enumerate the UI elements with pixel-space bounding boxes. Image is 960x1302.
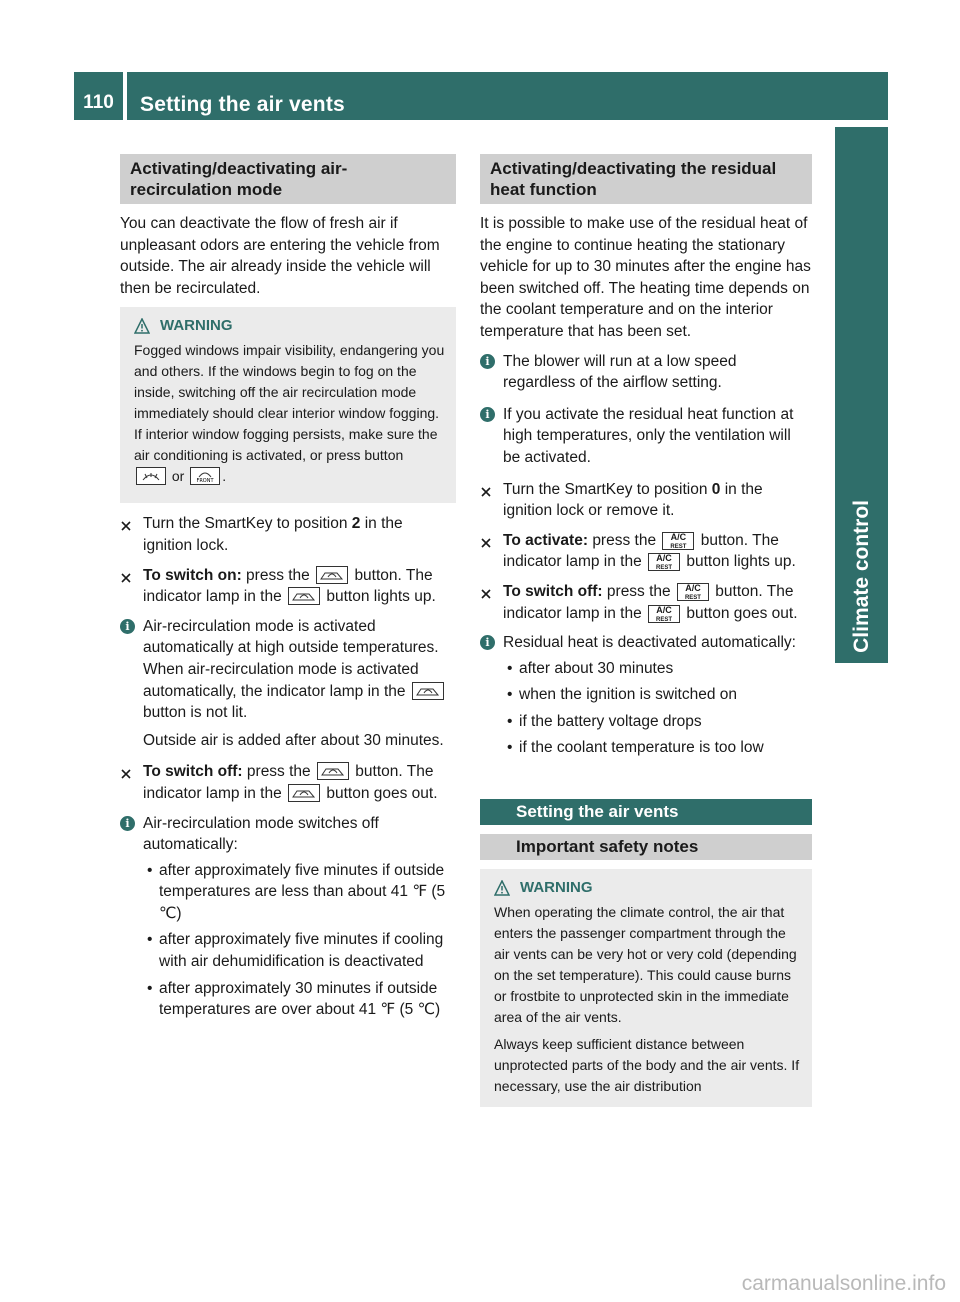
list-item <box>503 684 812 706</box>
step-arrow-icon <box>480 483 492 495</box>
info-residual-deactivated <box>480 632 812 759</box>
warning-triangle-icon <box>134 318 150 334</box>
step-text: press the <box>246 763 311 781</box>
list-item-text: if the battery voltage drops <box>519 712 702 730</box>
step-arrow-icon <box>120 517 132 529</box>
step-text: button. <box>700 531 749 549</box>
warning-box <box>120 307 456 503</box>
warning-body: Fogged windows impair visibility, endangering you and others. If the windows begin to fog on the inside, switching off the air recirculation mode immediately should clear interior window fogging. If interior window fogging persists, make sure the air conditioning is activated, or press button <box>134 342 445 464</box>
bullet: • <box>147 861 153 879</box>
list-item-text: after approximately 30 minutes if outside temperatures are over about 41 ℉ (5 ℃) <box>159 979 441 1019</box>
page-number: 110 <box>83 92 114 113</box>
list-item-text: when the ignition is switched on <box>519 686 737 704</box>
info-icon: i <box>120 619 135 634</box>
list-item-text: after approximately five minutes if cooling with air dehumidification is deactivated <box>159 931 444 971</box>
deactivation-conditions-list <box>503 658 812 759</box>
step-text: The indicator lamp in the <box>503 531 779 571</box>
info-text: Air-recirculation mode is activated automatically at high outside temperatures. When air-recirculation mode is activated automatically, the indicator lamp in the <box>143 617 439 700</box>
info-text: Residual heat is deactivated automatically: <box>503 634 796 652</box>
warning-box <box>480 869 812 1107</box>
page-title: Setting the air vents <box>140 93 345 116</box>
info-text: Outside air is added after about 30 minutes. <box>143 731 444 749</box>
right-column <box>480 154 812 1117</box>
step-text: button goes out. <box>686 604 798 622</box>
ac-rest-button-icon <box>648 553 680 571</box>
watermark: carmanualsonline.info <box>741 1272 946 1295</box>
step-text: Turn the SmartKey to position <box>143 515 348 533</box>
switch-off-conditions-list <box>143 860 456 1021</box>
recirculation-button-icon <box>317 762 349 780</box>
defrost-button-icon <box>136 467 166 485</box>
list-item <box>143 860 456 925</box>
step-arrow-icon <box>480 534 492 546</box>
rest-label: REST <box>656 565 673 572</box>
step-label: To activate: <box>503 531 588 549</box>
info-icon: i <box>480 635 495 650</box>
section-heading: Setting the air vents <box>480 799 812 825</box>
info-auto-switch-off <box>120 813 456 1021</box>
chapter-label: Climate control <box>850 500 873 653</box>
recirculation-button-icon <box>288 587 320 605</box>
step-smartkey-position-0 <box>480 479 812 522</box>
info-high-temp <box>480 404 812 469</box>
list-item-text: after approximately five minutes if outside temperatures are less than about 41 ℉ (5 ℃) <box>159 861 446 922</box>
step-arrow-icon <box>480 585 492 597</box>
step-arrow-icon <box>120 765 132 777</box>
chapter-side-tab <box>835 127 888 663</box>
step-text: press the <box>606 582 671 600</box>
info-icon: i <box>480 354 495 369</box>
rest-label: REST <box>656 616 673 623</box>
step-text: button goes out. <box>326 784 438 802</box>
list-item <box>503 711 812 733</box>
rest-label: REST <box>670 543 687 550</box>
warning-title <box>134 315 446 336</box>
subsection-heading: Important safety notes <box>480 834 812 860</box>
warning-or: or <box>171 468 185 485</box>
list-item <box>143 929 456 972</box>
info-text: The blower will run at a low speed regardless of the airflow setting. <box>503 352 737 392</box>
left-column <box>120 154 456 1031</box>
recirculation-button-icon <box>412 682 444 700</box>
ac-rest-button-icon <box>648 605 680 623</box>
list-item <box>503 658 812 680</box>
step-value: 2 <box>351 515 361 533</box>
step-text: press the <box>246 566 310 584</box>
step-text: in the ignition lock or remove it. <box>503 480 763 520</box>
residual-heat-intro: It is possible to make use of the residual heat of the engine to continue heating the stationary vehicle for up to 30 minutes after the engine has been switched off. The heating time depends on the coolant temperature and on the interior temperature that has been set. <box>480 215 811 340</box>
info-icon: i <box>120 816 135 831</box>
warning-title-text: WARNING <box>520 879 593 897</box>
warning-text: When operating the climate control, the air that enters the passenger compartment through the air vents can be very hot or very cold (depending on the set temperature). This could cause burns or frostbite to unprotected skin in the immediate area of the air vents. <box>494 904 797 1026</box>
front-label: FRONT <box>196 478 214 485</box>
bullet: • <box>147 979 153 997</box>
step-text: button lights up. <box>686 553 796 571</box>
recirculation-button-icon <box>288 784 320 802</box>
step-switch-off <box>120 761 456 804</box>
air-recirculation-intro: You can deactivate the flow of fresh air if unpleasant odors are entering the vehicle from outside. The air already inside the vehicle will then be recirculated. <box>120 215 440 297</box>
step-text: press the <box>592 531 657 549</box>
warning-end: . <box>222 468 227 485</box>
front-defrost-button-icon <box>190 467 220 485</box>
step-text: The indicator lamp in the <box>503 582 794 622</box>
ac-label: A/C <box>685 582 701 593</box>
step-smartkey-position-2 <box>120 513 456 556</box>
bullet: • <box>507 686 513 704</box>
bullet: • <box>507 659 513 677</box>
info-text: button is not lit. <box>143 704 248 722</box>
warning-title-text: WARNING <box>160 317 233 335</box>
ac-label: A/C <box>656 604 672 615</box>
step-label: To switch on: <box>143 566 242 584</box>
warning-text <box>134 340 446 487</box>
info-icon: i <box>480 407 495 422</box>
step-text: The indicator lamp in the <box>143 566 433 606</box>
info-blower <box>480 351 812 394</box>
step-activate <box>480 530 812 573</box>
ac-rest-button-icon <box>677 583 709 601</box>
warning-triangle-icon <box>494 880 510 896</box>
step-switch-on <box>120 565 456 608</box>
list-item <box>143 978 456 1021</box>
ac-label: A/C <box>656 553 672 564</box>
ac-rest-button-icon <box>662 532 694 550</box>
step-label: To switch off: <box>503 582 603 600</box>
step-text: The indicator lamp in the <box>143 763 434 802</box>
step-value: 0 <box>711 480 721 498</box>
step-text: button. <box>355 763 403 781</box>
step-text: in the ignition lock. <box>143 515 403 554</box>
step-text: button. <box>715 582 763 600</box>
list-item-text: if the coolant temperature is too low <box>519 739 764 757</box>
step-text: Turn the SmartKey to position <box>503 480 708 498</box>
step-text: button lights up. <box>326 588 436 606</box>
bullet: • <box>507 739 513 757</box>
rest-label: REST <box>684 594 701 601</box>
ac-label: A/C <box>670 531 687 542</box>
list-item-text: after about 30 minutes <box>519 659 674 677</box>
bullet: • <box>507 712 513 730</box>
step-arrow-icon <box>120 569 132 581</box>
air-recirculation-heading: Activating/deactivating air-recirculation mode <box>120 154 456 204</box>
step-switch-off-residual <box>480 581 812 624</box>
step-label: To switch off: <box>143 763 243 781</box>
info-auto-activation <box>120 616 456 752</box>
warning-title <box>494 877 802 898</box>
residual-heat-heading: Activating/deactivating the residual heat function <box>480 154 812 204</box>
info-text: Air-recirculation mode switches off automatically: <box>143 814 379 854</box>
info-text: If you activate the residual heat function at high temperatures, only the ventilation will be activated. <box>503 405 794 466</box>
step-text: button. <box>354 566 402 584</box>
list-item <box>503 737 812 759</box>
header-divider <box>123 72 127 120</box>
bullet: • <box>147 931 153 949</box>
warning-text: Always keep sufficient distance between unprotected parts of the body and the air vents. If necessary, use the air distribution <box>494 1036 800 1095</box>
recirculation-button-icon <box>316 566 348 584</box>
